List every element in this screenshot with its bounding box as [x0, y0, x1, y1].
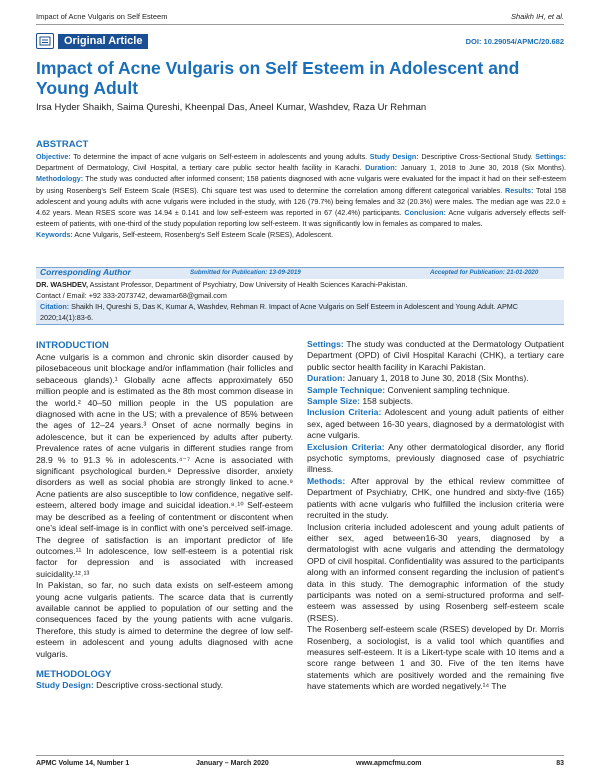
abstract-heading: ABSTRACT [36, 139, 89, 150]
submitted-date: Submitted for Publication: 13-09-2019 [190, 269, 301, 276]
running-header-title: Impact of Acne Vulgaris on Self Esteem [36, 12, 168, 21]
design-text: Descriptive cross-sectional study. [93, 680, 224, 691]
size-text: 158 subjects. [360, 396, 414, 407]
exclusion-label: Exclusion Criteria: [307, 441, 385, 452]
technique-label: Sample Technique: [307, 384, 386, 395]
methodology-inclusion [307, 407, 564, 441]
abstract-keywords: Acne Vulgaris, Self-esteem, Rosenberg's Self Esteem Scale (RSES), Adolescent. [72, 230, 334, 240]
article-title: Impact of Acne Vulgaris on Self Esteem in Adolescent and Young Adult [36, 58, 520, 98]
abstract-results-label: Results: [505, 185, 534, 195]
journal-logo-icon [36, 33, 54, 49]
abstract-duration-label: Duration: [365, 163, 398, 173]
citation-text: Shaikh IH, Qureshi S, Das K, Kumar A, Washdev, Rehman R. Impact of Acne Vulgaris on Self Esteem in Adolescent and Young Adult. APMC 2020;14(1):83-6. [40, 302, 518, 322]
abstract-methodology-label: Methodology: [36, 174, 84, 184]
methods-label: Methods: [307, 475, 346, 486]
methodology-size [307, 396, 564, 407]
accepted-date: Accepted for Publication: 21-01-2020 [430, 269, 539, 276]
methodology-technique [307, 385, 564, 396]
abstract-methodology: The study was conducted after informed consent; 158 patients diagnosed with acne vulgaris were evaluated for the impact it had on their self-esteem by using Rosenberg's Self Esteem Scale (RSES). Chi square test was used to determine the correlation among different categorical variables. [36, 174, 566, 195]
size-label: Sample Size: [307, 396, 361, 407]
abstract-design: Descriptive Cross-Sectional Study. [418, 152, 536, 161]
footer-period: January – March 2020 [196, 760, 269, 767]
footer-page-number: 83 [556, 760, 564, 767]
exclusion-text: Any other dermatological disorder, any florid psychotic symptoms, previously diagnosed case of psychiatric illness. [307, 441, 564, 475]
technique-text: Convenient sampling technique. [385, 384, 510, 395]
running-header-authors: Shaikh IH, et al. [511, 12, 564, 21]
settings-label: Settings: [307, 339, 344, 349]
author-list: Irsa Hyder Shaikh, Saima Qureshi, Kheenpal Das, Aneel Kumar, Washdev, Raza Ur Rehman [36, 102, 427, 113]
footer-divider [36, 755, 564, 756]
intro-paragraph-2: In Pakistan, so far, no such data exists on self-esteem among young acne vulgaris patients. The scarce data that is currently available cannot be applied to population of our setting and the consequences faced by the young patients with acne vulgaris. Therefore, this study is aimed to determine the degree of low self-esteem in adolescent and young adults diagnosed with acne vulgaris. [36, 580, 293, 659]
methodology-methods [307, 476, 564, 522]
corresponding-author-contact: Contact / Email: +92 333-2073742, dewamar68@gmail.com [36, 291, 227, 300]
methods-text: After approval by the ethical review committee of Department of Psychiatry, CHK, one hundred and sixty-five (165) patients with acne vulgaris who fulfilled the inclusion criteria were recruited in the study. [307, 475, 564, 521]
design-label: Study Design: [36, 680, 94, 691]
abstract-conclusion-label: Conclusion: [404, 208, 446, 218]
right-column [307, 339, 564, 693]
abstract-body [36, 151, 566, 241]
methodology-design [36, 680, 293, 691]
abstract-settings-label: Settings: [535, 152, 566, 161]
methodology-settings [307, 339, 564, 373]
inclusion-text: Adolescent and young adult patients of either sex, aged between 16-30 years, diagnosed by a dermatologist with acne vulgaris. [307, 407, 564, 441]
intro-paragraph-1: Acne vulgaris is a common and chronic skin disorder caused by pilosebaceous unit blockage and/or inflammation (hair follicles and sebaceous glands).¹ Globally acne affects approximately 650 million people and is estimated as the 8th most common disease in the world.² 40–50 million people in the US population are diagnosed with acne in the US; with a prevalence of 85% between the ages of 12–24 years.³ Onset of acne normally begins in adolescence, but it can be experienced by adults after puberty. Prevalence rates of acne vulgaris in different studies range from 28.9 % to 91.3 % in adolescents.⁴⁻⁷ Acne is associated with significant psychological burden.⁸ Depressive disorder, anxiety disorders as well as social phobia are strongly linked to acne.⁹ Acne patients are also susceptible to low confidence, negative self-esteem, altered body image and suicidal ideation.⁸˒¹⁰ Self-esteem may be described as a feeling of contentment or discontent when one's ideal self-image is in conflict with one's perceived self-image. The degree of satisfaction is an important predictor of life outcomes.¹¹ In adolescence, low self-esteem is a potential risk factor for depression and is associated with increased suicidality.¹²˒¹³ [36, 352, 293, 579]
corresponding-author-name: DR. WASHDEV, [36, 280, 89, 289]
abstract-design-label: Study Design: [369, 152, 419, 161]
citation-label: Citation: [40, 302, 70, 311]
introduction-heading: INTRODUCTION [36, 340, 109, 351]
doi-link[interactable]: DOI: 10.29054/APMC/20.682 [465, 37, 564, 46]
footer-journal: APMC Volume 14, Number 1 [36, 760, 130, 767]
methodology-rses-paragraph: The Rosenberg self-esteem scale (RSES) developed by Dr. Morris Rosenberg, a sociologist, is a valid tool which quantifies and measures self-esteem. It is a Likert-type scale with 10 items and a score range between 1 and 30. Five of the ten items have statements which are positively worded and the remaining five have statements which are worded negatively.¹⁴ The [307, 624, 564, 692]
duration-label: Duration: [307, 373, 346, 384]
corresponding-author-label: Corresponding Author [40, 267, 131, 277]
abstract-objective-label: Objective: [36, 152, 71, 161]
abstract-objective: To determine the impact of acne vulgaris on Self-esteem in adolescents and young adults. [70, 152, 370, 161]
abstract-results: Total 158 adolescent and young adults with acne vulgaris were included in the study, with 126 (79.7%) being females and 32 (20.3%) were males. The median age was 22.0 ± 4.62 years. Mean RSES score was 14.94 ± 0.141 and low self-esteem was reported in 67 (42.4%) participants. [36, 185, 566, 218]
footer-website[interactable]: www.apmcfmu.com [356, 760, 422, 767]
article-type-badge: Original Article [58, 34, 148, 49]
methodology-inclusion-paragraph: Inclusion criteria included adolescent and young adult patients of either sex, aged between16-30 years, diagnosed by a dermatologist with acne vulgaris and attending the dermatology OPD of civil hospital. Confidentiality was assured to the participants along with an informed consent regarding the inclusion of patient's data in this study. The demographic information of the study participants was noted on a semi-structured proforma and self-esteem was assessed by using Rosenberg self-esteem scale (RSES). [307, 521, 564, 623]
inclusion-label: Inclusion Criteria: [307, 407, 382, 418]
citation [40, 301, 564, 323]
abstract-keywords-label: Keywords: [36, 230, 73, 240]
settings-text: The study was conducted at the Dermatology Outpatient Department (OPD) of Civil Hospital Karachi (CHK), a tertiary care public sector health facility in Karachi Pakistan. [307, 339, 564, 372]
corresponding-author-affiliation: Assistant Professor, Department of Psychiatry, Dow University of Health Sciences Karachi-Pakistan. [88, 280, 408, 289]
abstract-conclusion: Acne vulgaris adversely effects self-esteem of patients, with one-third of the study population reporting low self-esteem. It was significantly low in females as compared to males. [36, 208, 566, 229]
left-column [36, 352, 293, 692]
methodology-heading: METHODOLOGY [36, 668, 112, 680]
header-divider [36, 24, 564, 25]
abstract-duration: January 1, 2018 to June 30, 2018 (Six Months). [397, 163, 566, 173]
abstract-settings: Department of Dermatology, Civil Hospital, a tertiary care public sector health facility in Karachi. [36, 163, 366, 173]
methodology-exclusion [307, 442, 564, 476]
duration-text: January 1, 2018 to June 30, 2018 (Six Months). [345, 373, 529, 384]
correspondence-details [36, 279, 564, 301]
methodology-duration [307, 373, 564, 384]
